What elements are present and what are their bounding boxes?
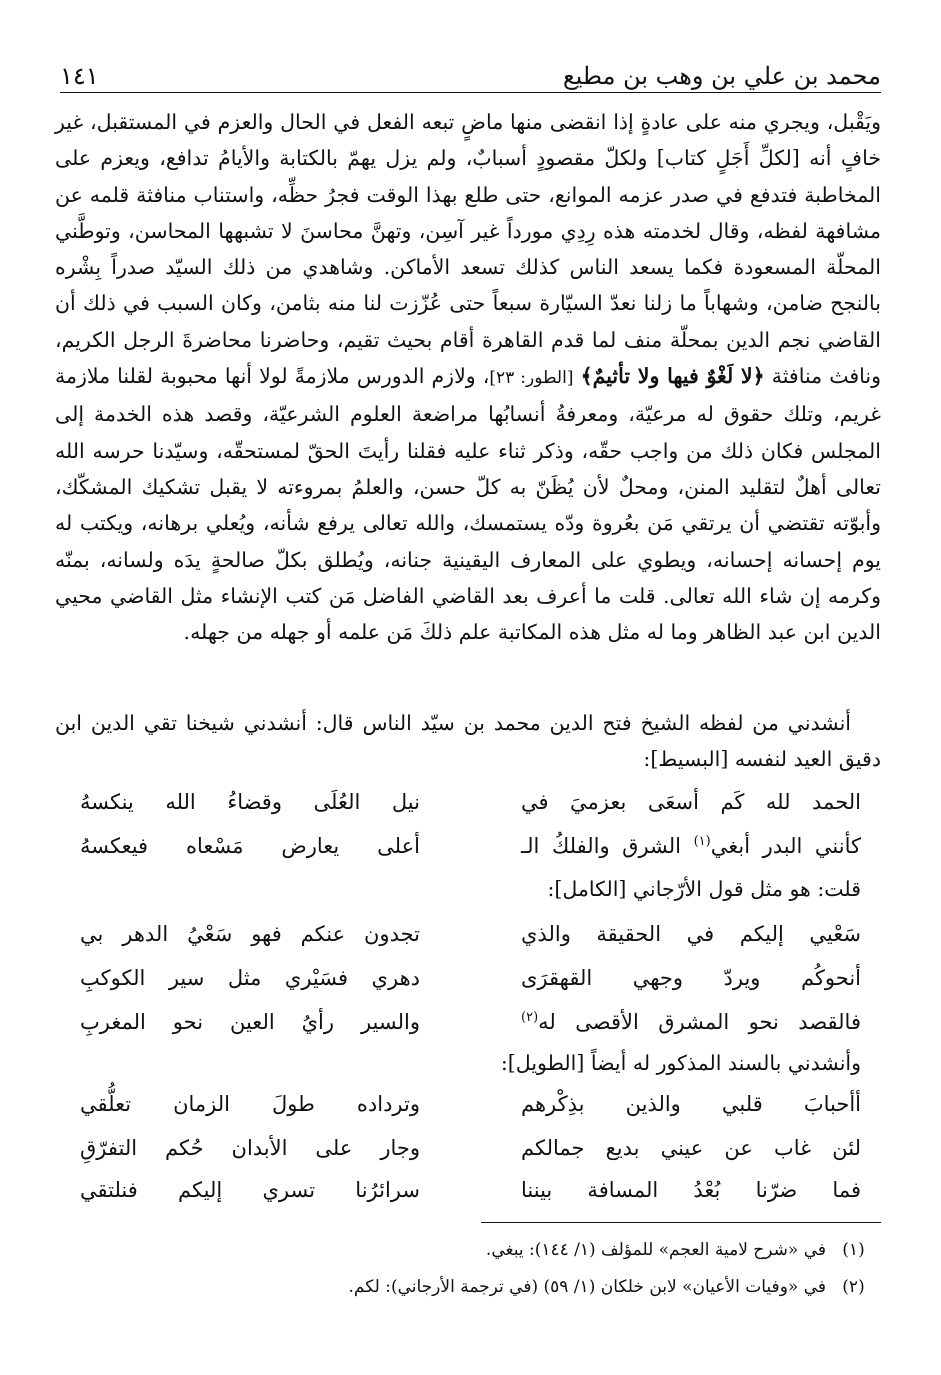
verse-line bbox=[80, 1002, 861, 1042]
verse-first-hemistich bbox=[521, 1010, 861, 1034]
verse-line bbox=[80, 1084, 861, 1124]
verse-line bbox=[80, 1170, 861, 1210]
header-divider bbox=[60, 92, 881, 93]
verse-first-hemistich: أنحوكُم ويردّ وجهي القهقرَى bbox=[521, 966, 861, 990]
hemistich-text: كأنني البدر أبغي bbox=[710, 834, 862, 858]
footnote bbox=[60, 1235, 881, 1265]
page-number: ١٤١ bbox=[60, 62, 99, 90]
paragraph-text-part-1: ويَقْبل، ويجري منه على عادةٍ إذا انقضى منها ماضٍ تبعه الفعل في الحال والعزم في المستقبل، غير خافٍ أنه [لكلِّ أَجَلٍ كتاب] ولكلّ مقصودٍ أسبابٌ، ولم يزل يهمّ بالكتابة والأيامُ تدافع، ويعزم على المخاطبة فتدفع في صدر عزمه الموانع، حتى طلع بهذا الوقت فجرُ حظِّه، واستناب منافثة قلمه عن مشافهة لفظه، وقال لخدمته هذه رِدِي مورداً غير آسِن، وتهنَّ محاسنَ لا تشبهها المحاسن، وتوطَّني المحلّة المسعودة فكما يسعد الناس كذلك تسعد الأماكن. وشاهدي من ذلك السيّد صدراً بِشْره بالنجح ضامن، وشهاباً ما زلنا نعدّ السيّارة سبعاً حتى عُزّزت لنا منه بثامن، وكان السبب في ذلك أن القاضي نجم الدين بمحلّة منف لما قدم القاهرة أقام بحيث تقيم، وحاضرنا محاضرةَ الرجل الكريم، ونافث منافثة bbox=[55, 110, 881, 389]
verse-second-hemistich: تجدون عنكم فهو سَعْيُ الدهر بي bbox=[80, 922, 420, 946]
comment-line: قلت: هو مثل قول الأرّجاني [الكامل]: bbox=[547, 877, 861, 901]
hemistich-text: فالقصد نحو المشرق الأقصى له bbox=[538, 1010, 861, 1034]
comment-line: وأنشدني بالسند المذكور له أيضاً [الطويل]: bbox=[500, 1051, 861, 1075]
verse-second-hemistich: أعلى يعارض مَسْعاه فيعكسهُ bbox=[80, 834, 420, 858]
chapter-title: محمد بن علي بن وهب بن مطيع bbox=[562, 62, 881, 90]
verse-first-hemistich: سَعْيي إليكم في الحقيقة والذي bbox=[521, 922, 861, 946]
verse-first-hemistich bbox=[521, 834, 861, 858]
verse-line bbox=[80, 914, 861, 954]
footnote-divider bbox=[481, 1222, 881, 1223]
footnote-text: في «وفيات الأعيان» لابن خلكان (١/ ٥٩) (في ترجمة الأرجاني): لكم. bbox=[348, 1277, 826, 1297]
verse-line bbox=[80, 1128, 861, 1168]
footnote-marker-2[interactable]: (٢) bbox=[521, 1010, 539, 1025]
verse-line bbox=[80, 826, 861, 866]
poem-intro: أنشدني من لفظه الشيخ فتح الدين محمد بن سيّد الناس قال: أنشدني شيخنا تقي الدين ابن دقيق العيد لنفسه [البسيط]: bbox=[55, 711, 881, 771]
footnote-number: (١) bbox=[842, 1240, 865, 1260]
verse-second-hemistich: دهري فسَيْري مثل سير الكوكبِ bbox=[80, 966, 420, 990]
verse-first-hemistich: أأحبابَ قلبي والذين بذِكْرهم bbox=[521, 1092, 861, 1116]
verse-line bbox=[80, 958, 861, 998]
running-header bbox=[60, 50, 881, 90]
quran-reference: [الطور: ٢٣] bbox=[489, 368, 574, 389]
verse-second-hemistich: نيل العُلَى وقضاءُ الله ينكسهُ bbox=[80, 790, 420, 814]
verse-second-hemistich: والسير رأيُ العين نحو المغربِ bbox=[80, 1010, 420, 1034]
paragraph-text-part-2: ، ولازم الدورس ملازمةً لولا أنها محبوبة لقلنا ملازمة غريم، وتلك حقوق له مرعيّة، ومعرفةُ أنسابُها مراضعة العلوم الشرعيّة، وقصد هذه الخدمة إلى المجلس فكان ذلك من واجب حقّه، وذكر ثناء عليه فقلنا رأيتَ الحقّ لمستحقّه، وسيّدنا حرسه الله تعالى أهلٌ لتقليد المنن، ومحلٌ لأن يُظَنّ به كلّ حسن، والعلمُ بمروءته لا يقبل تشكيك المشكّك، وأبوّته تقتضي أن يرتقي مَن بعُروة ودّه يستمسك، والله تعالى يرفع شأنه، ويُعلي برهانه، ويكتب له يوم إحسانه إحسانه، ويطوي على المعارف اليقينية جنانه، ويُطلق بكلّ صالحةٍ يدَه ولسانه، بمنّه وكرمه إن شاء الله تعالى. قلت ما أعرف بعد القاضي الفاضل مَن كتب الإنشاء مثل القاضي محيي الدين ابن عبد الظاهر وما له مثل هذه المكاتبة علم ذلكَ مَن علمه أو جهله من جهله. bbox=[55, 364, 881, 645]
main-paragraph bbox=[55, 104, 881, 650]
verse-first-hemistich: الحمد لله كَم أسعَى بعزميَ في bbox=[521, 790, 861, 814]
footnote-marker-1[interactable]: (١) bbox=[693, 834, 711, 849]
verse-first-hemistich: لئن غاب عن عيني بديع جمالكم bbox=[521, 1136, 861, 1160]
verse-first-hemistich: فما ضرّنا بُعْدُ المسافة بيننا bbox=[521, 1178, 861, 1202]
footnote bbox=[60, 1272, 881, 1302]
verse-second-hemistich: سرائرُنا تسري إليكم فنلتقي bbox=[80, 1178, 420, 1202]
hemistich-text: الشرق والفلكُ الـ bbox=[521, 834, 694, 858]
verse-line bbox=[80, 782, 861, 822]
verse-second-hemistich: وجار على الأبدان حُكم التفرّقِ bbox=[80, 1136, 420, 1160]
footnote-number: (٢) bbox=[842, 1277, 865, 1297]
footnote-text: في «شرح لامية العجم» للمؤلف (١/ ١٤٤): يبغي. bbox=[485, 1240, 826, 1260]
quran-quote: ﴿لا لَغْوٌ فيها ولا تأثيمٌ﴾ bbox=[580, 364, 765, 389]
verse-second-hemistich: وترداده طولَ الزمان تعلُّقي bbox=[80, 1092, 420, 1116]
